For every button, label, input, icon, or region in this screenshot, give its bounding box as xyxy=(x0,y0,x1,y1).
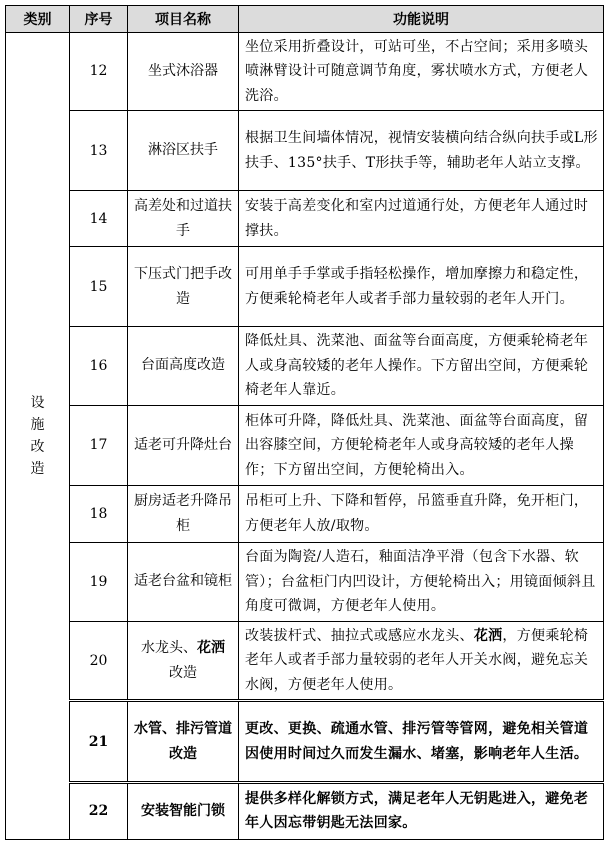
row-number: 20 xyxy=(70,622,128,701)
header-row xyxy=(6,6,604,33)
table-row xyxy=(6,326,604,405)
row-number: 13 xyxy=(70,110,128,190)
table-row xyxy=(6,33,604,111)
category-char: 改 xyxy=(30,439,45,455)
item-description: 台面为陶瓷/人造石，釉面洁净平滑（包含下水器、软管）；台盆柜门内凹设计，方便轮椅出入；用镜面倾斜且角度可微调，方便老年人使用。 xyxy=(239,542,604,621)
header-description: 功能说明 xyxy=(239,6,604,33)
table-row xyxy=(6,542,604,621)
item-name: 厨房适老升降吊柜 xyxy=(128,485,239,542)
item-description: 安装于高差变化和室内过道通行处，方便老年人通过时撑扶。 xyxy=(239,191,604,247)
table-row xyxy=(6,406,604,485)
category-cell xyxy=(6,33,70,840)
item-description-part: ，方便乘轮椅老年人或者手部力量较弱的老年人开关水阀，避免忘关水阀，方便老年人使用。 xyxy=(245,627,589,693)
table-row xyxy=(6,191,604,247)
row-number: 15 xyxy=(70,247,128,326)
row-number: 17 xyxy=(70,406,128,485)
item-name: 安装智能门锁 xyxy=(128,782,239,839)
item-name-part: 水龙头、 xyxy=(141,639,197,656)
row-number: 19 xyxy=(70,542,128,621)
item-name: 淋浴区扶手 xyxy=(128,110,239,190)
item-description: 可用单手手掌或手指轻松操作，增加摩擦力和稳定性，方便乘轮椅老年人或者手部力量较弱的老年人开门。 xyxy=(239,247,604,326)
item-name: 高差处和过道扶手 xyxy=(128,191,239,247)
item-name: 台面高度改造 xyxy=(128,326,239,405)
table-row xyxy=(6,110,604,190)
table-row xyxy=(6,782,604,839)
row-number: 14 xyxy=(70,191,128,247)
table-row xyxy=(6,247,604,326)
item-description: 根据卫生间墙体情况，视情安装横向结合纵向扶手或L形扶手、135°扶手、T形扶手等，辅助老年人站立支撑。 xyxy=(239,110,604,190)
header-category: 类别 xyxy=(6,6,70,33)
item-description: 坐位采用折叠设计，可站可坐，不占空间；采用多喷头喷淋臂设计可随意调节角度，雾状喷水方式，方便老人洗浴。 xyxy=(239,33,604,111)
item-description: 柜体可升降，降低灶具、洗菜池、面盆等台面高度，留出容膝空间，方便轮椅老年人或身高较矮的老年人操作；下方留出空间，方便轮椅出入。 xyxy=(239,406,604,485)
row-number: 18 xyxy=(70,485,128,542)
category-char: 造 xyxy=(30,461,45,477)
table-row xyxy=(6,622,604,701)
item-name xyxy=(128,622,239,701)
category-char: 设 xyxy=(30,395,45,411)
category-char: 施 xyxy=(30,417,45,433)
item-description-emphasis: 花洒 xyxy=(473,627,503,644)
header-name: 项目名称 xyxy=(128,6,239,33)
row-number: 16 xyxy=(70,326,128,405)
item-name-part: 改造 xyxy=(169,664,197,681)
row-number: 12 xyxy=(70,33,128,111)
item-name: 坐式沐浴器 xyxy=(128,33,239,111)
row-number: 21 xyxy=(70,701,128,782)
item-description: 提供多样化解锁方式，满足老年人无钥匙进入，避免老年人因忘带钥匙无法回家。 xyxy=(239,782,604,839)
item-name-emphasis: 花洒 xyxy=(197,639,225,656)
item-description xyxy=(239,622,604,701)
item-description: 吊柜可上升、下降和暂停，吊篮垂直升降，免开柜门，方便老年人放/取物。 xyxy=(239,485,604,542)
item-description: 更改、更换、疏通水管、排污管等管网，避免相关管道因使用时间过久而发生漏水、堵塞，影响老年人生活。 xyxy=(239,701,604,782)
item-name: 适老台盆和镜柜 xyxy=(128,542,239,621)
table-row xyxy=(6,701,604,782)
item-description: 降低灶具、洗菜池、面盆等台面高度，方便乘轮椅老年人或身高较矮的老年人操作。下方留出空间，方便乘轮椅老年人靠近。 xyxy=(239,326,604,405)
item-name: 下压式门把手改造 xyxy=(128,247,239,326)
table-row xyxy=(6,485,604,542)
facility-renovation-table xyxy=(5,5,604,840)
row-number: 22 xyxy=(70,782,128,839)
header-number: 序号 xyxy=(70,6,128,33)
item-name: 适老可升降灶台 xyxy=(128,406,239,485)
item-name: 水管、排污管道改造 xyxy=(128,701,239,782)
item-description-part: 改装拔杆式、抽拉式或感应水龙头、 xyxy=(245,627,474,644)
